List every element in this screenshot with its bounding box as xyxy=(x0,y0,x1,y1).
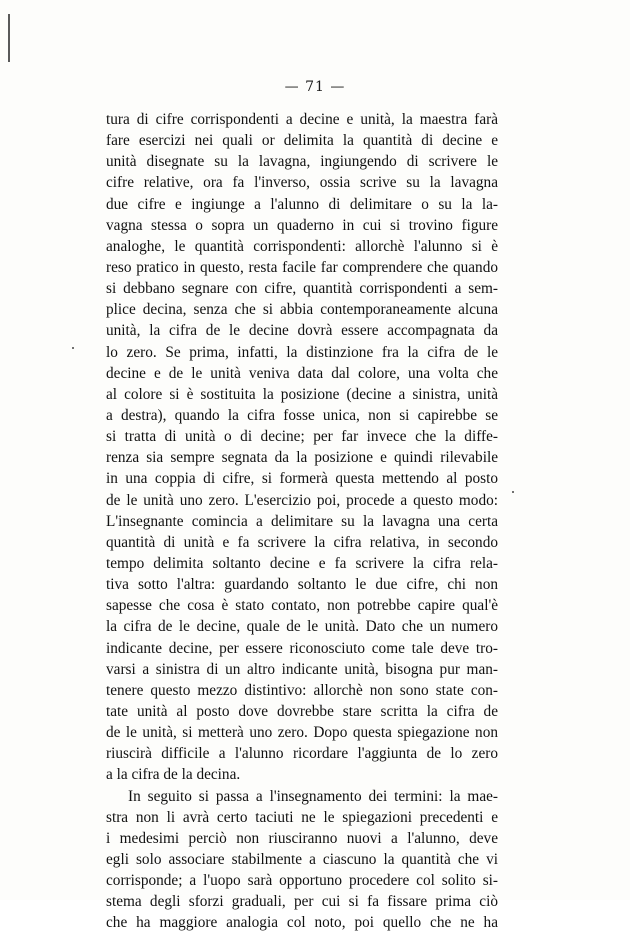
text-line: In seguito si passa a l'insegnamento dei termini: la mae- xyxy=(128,787,498,805)
text-line: reso pratico in questo, resta facile far comprendere che quando xyxy=(106,258,498,276)
text-line: riuscirà difficile a l'alunno ricordare l'aggiunta de lo zero xyxy=(106,745,498,763)
text-line: tate unità al posto dove dovrebbe stare scritta la cifra de xyxy=(106,702,498,720)
text-line: si debbano segnare con cifre, quantità corrispondenti a sem- xyxy=(106,280,498,298)
text-line: fare esercizi nei quali or delimita la quantità di decine e xyxy=(106,132,498,150)
text-line: L'insegnante comincia a delimitare su la lavagna una certa xyxy=(106,512,498,530)
text-line: sapesse che cosa è stato contato, non potrebbe capire qual'è xyxy=(106,597,498,615)
text-line: a destra), quando la cifra fosse unica, non si capirebbe se xyxy=(106,406,498,424)
page-number: — 71 — xyxy=(284,79,346,95)
text-line: a la cifra de la decina. xyxy=(106,766,241,784)
text-line: de le unità uno zero. L'esercizio poi, procede a questo modo: xyxy=(106,491,498,509)
paragraph xyxy=(106,786,498,934)
text-line: stema degli sforzi graduali, per cui si fa fissare prima ciò xyxy=(106,893,498,911)
text-line: tura di cifre corrispondenti a decine e unità, la maestra farà xyxy=(106,111,498,128)
text-line: cifre relative, ora fa l'inverso, ossia scrive su la lavagna xyxy=(106,174,498,192)
paragraph xyxy=(106,109,498,786)
text-line: unità disegnate su la lavagna, ingiungendo di scrivere le xyxy=(106,153,498,171)
text-line: tiva sotto l'altra: guardando soltanto le due cifre, chi non xyxy=(106,576,498,594)
text-line: analoghe, le quantità corrispondenti: allorchè l'alunno si è xyxy=(106,237,498,255)
text-line: due cifre e ingiunge a l'alunno di delimitare o su la la- xyxy=(106,195,498,213)
body-text xyxy=(106,109,498,933)
binding-edge-mark xyxy=(8,14,10,62)
text-line: plice decina, senza che si abbia contemporaneamente alcuna xyxy=(106,301,498,319)
text-line: stra non li avrà certo taciuti ne le spiegazioni precedenti e xyxy=(106,808,498,826)
text-line: lo zero. Se prima, infatti, la distinzione fra la cifra de le xyxy=(106,343,498,361)
text-line: al colore si è sostituita la posizione (decine a sinistra, unità xyxy=(106,385,498,403)
text-line: tempo delimita soltanto decine e fa scrivere la cifra rela- xyxy=(106,554,498,572)
text-line: i medesimi perciò non riusciranno nuovi a l'alunno, deve xyxy=(106,829,498,847)
text-line: che ha maggiore analogia col noto, poi quello che ne ha xyxy=(106,914,498,932)
text-line: de le unità, si metterà uno zero. Dopo questa spiegazione non xyxy=(106,724,498,742)
text-line: vagna stessa o sopra un quaderno in cui si trovino figure xyxy=(106,216,498,234)
text-line: unità, la cifra de le decine dovrà essere accompagnata da xyxy=(106,322,498,340)
text-line: si tratta di unità o di decine; per far invece che la diffe- xyxy=(106,428,498,446)
text-line: varsi a sinistra di un altro indicante unità, bisogna pur man- xyxy=(106,660,498,678)
text-line: la cifra de le decine, quale de le unità. Dato che un numero xyxy=(106,618,498,636)
margin-speck xyxy=(72,347,74,349)
text-line: indicante decine, per essere riconosciuto come tale deve tro- xyxy=(106,639,498,657)
text-line: egli solo associare stabilmente a ciascuno la quantità che vi xyxy=(106,850,498,868)
text-line: quantità di unità e fa scrivere la cifra relativa, in secondo xyxy=(106,533,498,551)
text-line: tenere questo mezzo distintivo: allorchè non sono state con- xyxy=(106,681,498,699)
margin-speck xyxy=(512,491,514,493)
text-line: renza sia sempre segnata da la posizione e quindi rilevabile xyxy=(106,449,498,467)
text-line: in una coppia di cifre, si formerà questa mettendo al posto xyxy=(106,470,498,488)
text-line: corrisponde; a l'uopo sarà opportuno procedere col solito si- xyxy=(106,872,498,890)
text-line: decine e de le unità veniva data dal colore, una volta che xyxy=(106,364,498,382)
